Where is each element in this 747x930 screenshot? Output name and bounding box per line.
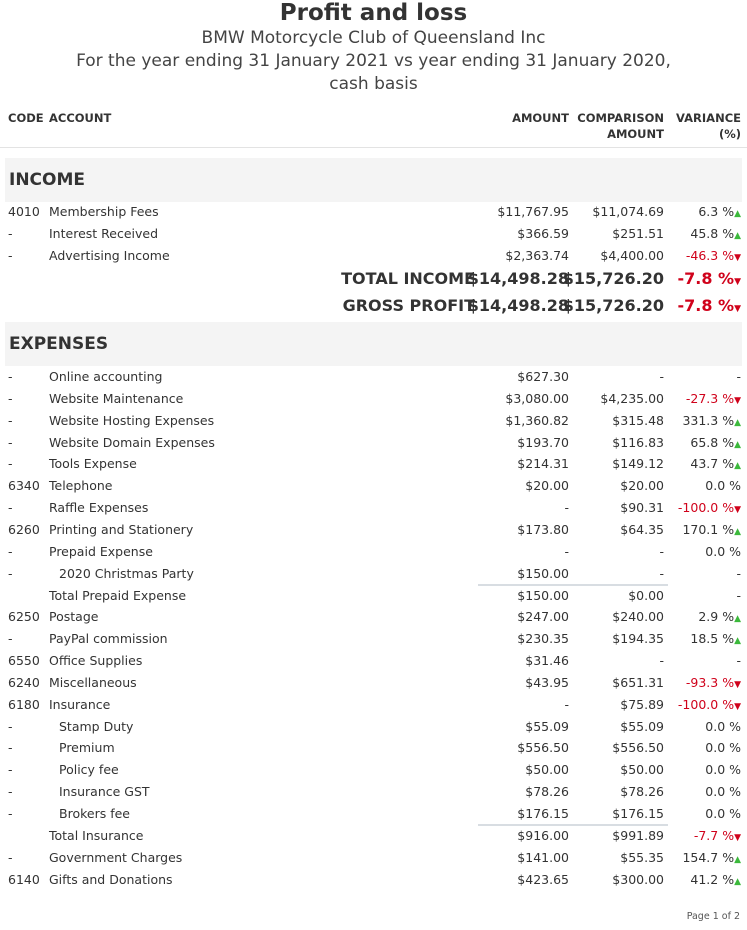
- table-row: [0, 541, 747, 562]
- table-row: [0, 781, 747, 802]
- amount-value: $176.15: [517, 806, 569, 821]
- variance-text: 2.9 %: [698, 609, 735, 625]
- variance-text: -46.3 %: [685, 248, 735, 263]
- account-name: Office Supplies: [49, 653, 143, 669]
- account-name: Website Domain Expenses: [49, 434, 215, 450]
- account-name: Postage: [49, 609, 99, 625]
- variance-value: [678, 694, 741, 718]
- account-name: Brokers fee: [59, 806, 130, 821]
- variance-text: 0.0 %: [705, 762, 741, 778]
- amount-value: $2,363.74: [505, 248, 569, 263]
- amount-value: $150.00: [517, 565, 569, 581]
- variance-value: [682, 410, 741, 434]
- column-variance: [676, 110, 741, 142]
- account-code: -: [8, 718, 13, 734]
- variance-value: [698, 201, 741, 225]
- table-row: [0, 803, 747, 824]
- comparison-value: $0.00: [628, 587, 664, 603]
- account-name: Miscellaneous: [49, 674, 137, 690]
- arrow-up-icon: ▲: [734, 526, 741, 537]
- account-name: PayPal commission: [49, 631, 168, 647]
- subtotal-divider: [478, 584, 668, 586]
- account-code: -: [8, 500, 13, 516]
- comparison-value: $315.48: [612, 412, 664, 428]
- comparison-value: -: [659, 543, 664, 559]
- account-name: Total Insurance: [49, 827, 144, 843]
- account-name: Government Charges: [49, 849, 183, 865]
- variance-text: -: [736, 587, 741, 603]
- account-name: Prepaid Expense: [49, 543, 153, 559]
- arrow-up-icon: ▲: [734, 461, 741, 472]
- report-header: [0, 0, 747, 96]
- account-name: Website Hosting Expenses: [49, 412, 215, 428]
- column-comparison-amount: [577, 110, 664, 142]
- table-row: [0, 475, 747, 496]
- table-row: [0, 201, 747, 222]
- arrow-down-icon: ▼: [734, 679, 741, 690]
- variance-text: 43.7 %: [690, 456, 735, 472]
- expenses-section-heading: EXPENSES: [5, 322, 742, 366]
- comparison-value: $300.00: [612, 871, 664, 887]
- subtotal-divider: [478, 824, 668, 826]
- account-code: 6240: [8, 674, 40, 690]
- variance-text: 18.5 %: [690, 631, 735, 647]
- column-headers: [0, 108, 747, 148]
- account-name: Total Prepaid Expense: [49, 587, 187, 603]
- column-comparison-line2: AMOUNT: [607, 127, 664, 141]
- variance-value: [682, 847, 741, 871]
- account-code: -: [8, 226, 13, 241]
- variance-value: [705, 803, 741, 824]
- amount-value: $916.00: [517, 827, 569, 843]
- amount-value: -: [564, 696, 569, 712]
- amount-value: $31.46: [525, 653, 569, 669]
- variance-value: [736, 650, 741, 671]
- table-row: [0, 672, 747, 693]
- account-name: Membership Fees: [49, 204, 159, 219]
- arrow-up-icon: ▲: [734, 854, 741, 865]
- comparison-value: $240.00: [612, 609, 664, 625]
- total-income-amount: $14,498.28: [467, 269, 569, 288]
- amount-value: $20.00: [525, 478, 569, 494]
- period-line-1: For the year ending 31 January 2021 vs year ending 31 January 2020,: [76, 51, 671, 71]
- account-code: -: [8, 740, 13, 756]
- amount-value: $214.31: [517, 456, 569, 472]
- comparison-value: $20.00: [620, 478, 664, 494]
- variance-text: 6.3 %: [698, 204, 735, 219]
- variance-text: -: [736, 653, 741, 669]
- account-name: Insurance: [49, 696, 111, 712]
- variance-text: 170.1 %: [682, 521, 735, 537]
- period-line-2: cash basis: [329, 74, 418, 94]
- variance-text: -93.3 %: [685, 674, 735, 690]
- arrow-up-icon: ▲: [734, 876, 741, 887]
- amount-value: -: [564, 500, 569, 516]
- comparison-value: $55.35: [620, 849, 664, 865]
- arrow-down-icon: ▼: [734, 832, 741, 843]
- variance-text: -: [736, 565, 741, 581]
- comparison-value: $556.50: [612, 740, 664, 756]
- amount-value: $50.00: [525, 762, 569, 778]
- variance-value: [705, 541, 741, 562]
- comparison-value: -: [659, 369, 664, 384]
- total-income-comparison: $15,726.20: [562, 269, 664, 288]
- variance-value: [690, 453, 741, 477]
- table-row: [0, 245, 747, 266]
- variance-text: -7.7 %: [693, 827, 735, 843]
- column-variance-line2: (%): [718, 127, 741, 141]
- arrow-up-icon: ▲: [734, 231, 741, 241]
- table-row: [0, 519, 747, 540]
- account-code: 6340: [8, 478, 40, 494]
- account-code: 6260: [8, 521, 40, 537]
- comparison-value: $64.35: [620, 521, 664, 537]
- variance-text: 0.0 %: [705, 718, 741, 734]
- table-row: [0, 453, 747, 474]
- comparison-value: $651.31: [612, 674, 664, 690]
- table-row: [0, 628, 747, 649]
- account-name: Website Maintenance: [49, 390, 184, 406]
- total-income-variance-value: -7.8 %: [677, 269, 735, 288]
- comparison-value: $4,400.00: [600, 248, 664, 263]
- amount-value: $11,767.95: [497, 204, 569, 219]
- account-code: -: [8, 369, 13, 384]
- account-code: -: [8, 806, 13, 821]
- arrow-down-icon: ▼: [734, 701, 741, 712]
- account-name: Advertising Income: [49, 248, 170, 263]
- arrow-down-icon: ▼: [734, 253, 741, 263]
- amount-value: $78.26: [525, 784, 569, 800]
- table-row: [0, 737, 747, 758]
- variance-value: [682, 519, 741, 543]
- variance-text: -27.3 %: [685, 390, 735, 406]
- amount-value: $193.70: [517, 434, 569, 450]
- column-comparison-line1: COMPARISON: [577, 111, 664, 125]
- subtotal-row: [0, 825, 747, 846]
- account-code: -: [8, 849, 13, 865]
- amount-value: $150.00: [517, 587, 569, 603]
- variance-text: 0.0 %: [705, 806, 741, 821]
- arrow-up-icon: ▲: [734, 209, 741, 219]
- variance-value: [698, 606, 741, 630]
- account-name: Premium: [59, 740, 115, 756]
- variance-text: 45.8 %: [690, 226, 735, 241]
- table-row: [0, 410, 747, 431]
- comparison-value: $149.12: [612, 456, 664, 472]
- table-row: [0, 366, 747, 387]
- comparison-value: $78.26: [620, 784, 664, 800]
- variance-value: [705, 475, 741, 496]
- organisation-name: BMW Motorcycle Club of Queensland Inc: [201, 28, 546, 48]
- variance-text: -100.0 %: [677, 500, 735, 516]
- gross-profit-comparison: $15,726.20: [562, 296, 664, 315]
- amount-value: $55.09: [525, 718, 569, 734]
- account-name: Policy fee: [59, 762, 119, 778]
- total-income-variance: [677, 266, 741, 295]
- amount-value: $173.80: [517, 521, 569, 537]
- variance-value: [705, 716, 741, 737]
- variance-text: 0.0 %: [705, 543, 741, 559]
- comparison-value: $11,074.69: [592, 204, 664, 219]
- column-amount: AMOUNT: [512, 111, 569, 125]
- gross-profit-amount: $14,498.28: [467, 296, 569, 315]
- account-code: 4010: [8, 204, 40, 219]
- variance-value: [736, 366, 741, 387]
- account-code: -: [8, 543, 13, 559]
- variance-value: [686, 388, 741, 412]
- table-row: [0, 694, 747, 715]
- comparison-value: -: [659, 565, 664, 581]
- comparison-value: $75.89: [620, 696, 664, 712]
- account-code: -: [8, 456, 13, 472]
- comparison-value: $194.35: [612, 631, 664, 647]
- amount-value: $230.35: [517, 631, 569, 647]
- variance-value: [736, 563, 741, 584]
- account-name: Insurance GST: [59, 784, 150, 800]
- amount-value: $247.00: [517, 609, 569, 625]
- account-code: -: [8, 412, 13, 428]
- account-code: 6550: [8, 653, 40, 669]
- total-income-row: [0, 266, 747, 292]
- account-code: 6180: [8, 696, 40, 712]
- variance-value: [705, 737, 741, 758]
- gross-profit-variance-value: -7.8 %: [677, 296, 735, 315]
- account-code: -: [8, 248, 13, 263]
- table-row: [0, 388, 747, 409]
- table-row: [0, 650, 747, 671]
- table-row: [0, 563, 747, 584]
- account-name: 2020 Christmas Party: [59, 565, 194, 581]
- variance-value: [705, 759, 741, 780]
- account-code: 6140: [8, 871, 40, 887]
- variance-text: 65.8 %: [690, 434, 735, 450]
- income-section-heading: INCOME: [5, 158, 742, 202]
- table-row: [0, 432, 747, 453]
- arrow-up-icon: ▲: [734, 636, 741, 647]
- account-code: -: [8, 434, 13, 450]
- arrow-up-icon: ▲: [734, 614, 741, 625]
- arrow-up-icon: ▲: [734, 417, 741, 428]
- report-title: Profit and loss: [279, 0, 468, 26]
- account-code: -: [8, 390, 13, 406]
- variance-value: [736, 585, 741, 606]
- gross-profit-label: GROSS PROFIT: [342, 296, 475, 315]
- amount-value: $43.95: [525, 674, 569, 690]
- table-row: [0, 223, 747, 244]
- table-row: [0, 847, 747, 868]
- variance-value: [705, 781, 741, 802]
- account-name: Gifts and Donations: [49, 871, 173, 887]
- amount-value: $3,080.00: [505, 390, 569, 406]
- amount-value: $627.30: [517, 369, 569, 384]
- arrow-down-icon: ▼: [734, 277, 741, 287]
- amount-value: $423.65: [517, 871, 569, 887]
- account-code: -: [8, 784, 13, 800]
- comparison-value: $4,235.00: [600, 390, 664, 406]
- table-row: [0, 759, 747, 780]
- arrow-down-icon: ▼: [734, 395, 741, 406]
- arrow-up-icon: ▲: [734, 439, 741, 450]
- comparison-value: $90.31: [620, 500, 664, 516]
- comparison-value: $176.15: [612, 806, 664, 821]
- variance-text: 0.0 %: [705, 478, 741, 494]
- account-name: Stamp Duty: [59, 718, 134, 734]
- column-variance-line1: VARIANCE: [676, 111, 741, 125]
- variance-text: -100.0 %: [677, 696, 735, 712]
- account-name: Raffle Expenses: [49, 500, 149, 516]
- comparison-value: $991.89: [612, 827, 664, 843]
- variance-value: [690, 432, 741, 456]
- variance-value: [690, 223, 741, 247]
- account-code: -: [8, 631, 13, 647]
- table-row: [0, 716, 747, 737]
- account-name: Printing and Stationery: [49, 521, 194, 537]
- variance-text: 0.0 %: [705, 784, 741, 800]
- total-income-label: TOTAL INCOME: [341, 269, 475, 288]
- variance-text: 41.2 %: [690, 871, 735, 887]
- comparison-value: -: [659, 653, 664, 669]
- variance-text: 0.0 %: [705, 740, 741, 756]
- comparison-value: $50.00: [620, 762, 664, 778]
- variance-value: [690, 869, 741, 893]
- amount-value: $141.00: [517, 849, 569, 865]
- amount-value: $1,360.82: [505, 412, 569, 428]
- amount-value: $366.59: [517, 226, 569, 241]
- column-account: ACCOUNT: [49, 111, 112, 125]
- variance-value: [678, 497, 741, 521]
- account-code: -: [8, 762, 13, 778]
- table-row: [0, 606, 747, 627]
- account-name: Tools Expense: [49, 456, 137, 472]
- table-row: [0, 869, 747, 890]
- table-row: [0, 497, 747, 518]
- account-name: Online accounting: [49, 369, 163, 384]
- amount-value: -: [564, 543, 569, 559]
- variance-value: [690, 628, 741, 652]
- page-number: Page 1 of 2: [686, 911, 740, 922]
- subtotal-row: [0, 585, 747, 606]
- account-code: 6250: [8, 609, 40, 625]
- account-name: Telephone: [49, 478, 113, 494]
- gross-profit-variance: [677, 293, 741, 322]
- comparison-value: $116.83: [612, 434, 664, 450]
- variance-text: 331.3 %: [682, 412, 735, 428]
- column-code: CODE: [8, 111, 44, 125]
- account-name: Interest Received: [49, 226, 159, 241]
- arrow-down-icon: ▼: [734, 505, 741, 516]
- arrow-down-icon: ▼: [734, 304, 741, 314]
- variance-text: 154.7 %: [682, 849, 735, 865]
- variance-value: [694, 825, 741, 849]
- amount-value: $556.50: [517, 740, 569, 756]
- variance-value: [686, 672, 741, 696]
- gross-profit-row: [0, 293, 747, 319]
- comparison-value: $251.51: [612, 226, 664, 241]
- variance-text: -: [736, 369, 741, 384]
- comparison-value: $55.09: [620, 718, 664, 734]
- account-code: -: [8, 565, 13, 581]
